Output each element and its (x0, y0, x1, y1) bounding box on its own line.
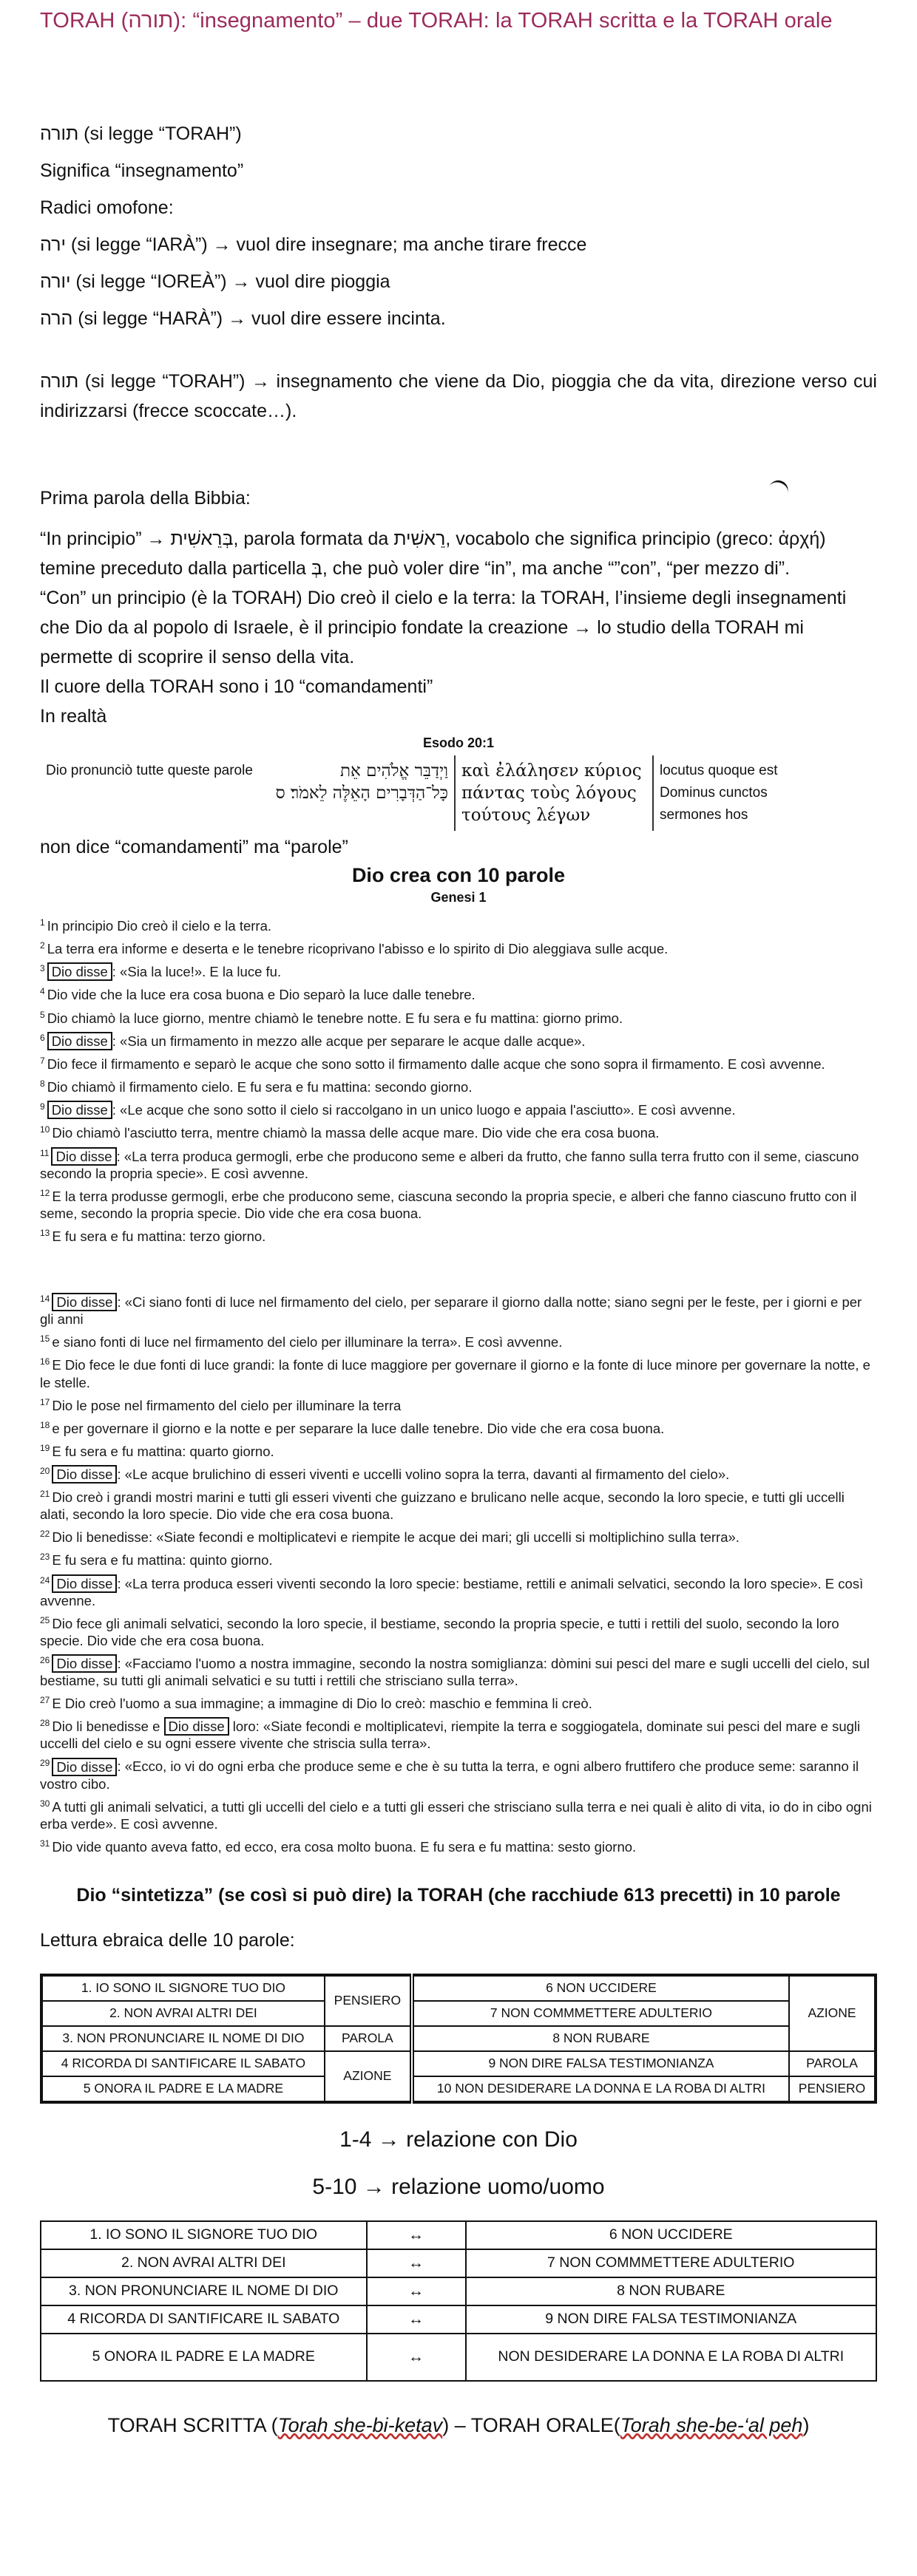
verse-number: 28 (40, 1718, 50, 1729)
verse (40, 1652, 877, 1689)
verse (40, 1225, 877, 1245)
table-cell: NON DESIDERARE LA DONNA E LA ROBA DI ALTRI (466, 2334, 877, 2381)
first-word-text-2: “Con” un principio (è la TORAH) Dio creò il cielo e la terra: la TORAH, l’insieme degli insegnamenti che Dio da al popolo di Israele, è il principio fondate la creazione → lo studio della TORAH mi permette di scoprire il senso della vita. (40, 588, 847, 667)
intro-line: תורה (si legge “TORAH”) (40, 123, 242, 144)
first-word-text-4: In realtà (40, 706, 107, 727)
table-row (41, 2001, 876, 2026)
dio-disse-highlight: Dio disse (47, 1032, 112, 1050)
dio-disse-highlight: Dio disse (47, 1101, 112, 1119)
verse-text: e siano fonti di luce nel firmamento del cielo per illuminare la terra». E così avvenne. (52, 1334, 563, 1350)
double-arrow-icon: ↔ (367, 2277, 466, 2305)
sintesi-heading: Dio “sintetizza” (se così si può dire) la TORAH (che racchiude 613 precetti) in 10 parole (76, 1884, 841, 1906)
verse-text: Dio fece gli animali selvatici, secondo la loro specie, il bestiame, secondo la propria specie, e tutti i rettili del suolo, secondo la loro specie. Dio vide che era cosa buona. (40, 1615, 839, 1648)
verse-text: : «Le acque che sono sotto il cielo si raccolgano in un unico luogo e appaia l'asciutto». E così avvenne. (112, 1102, 736, 1118)
table-cell: 5 ONORA IL PADRE E LA MADRE (41, 2334, 367, 2381)
verse-number: 21 (40, 1489, 50, 1500)
verse (40, 960, 877, 980)
torah-definition-paragraph: תורה (si legge “TORAH”) → insegnamento che viene da Dio, pioggia che da vita, direzione verso cui indirizzarsi (frecce scoccate…). (40, 371, 877, 421)
verse (40, 1755, 877, 1792)
table-row (41, 1975, 876, 2001)
intro-line: יורה (si legge “IOREÀ”) → vuol dire pioggia (40, 271, 390, 292)
verse (40, 1291, 877, 1328)
verse (40, 1440, 877, 1460)
esodo-greek: καὶ ἐλάλησεν κύριος πάντας τοὺς λόγους τούτους λέγων (454, 755, 654, 831)
table-cell: 3. NON PRONUNCIARE IL NOME DI DIO (41, 2277, 367, 2305)
table-row (41, 2334, 876, 2381)
table-cell: 8 NON RUBARE (412, 2026, 789, 2051)
arc-mark-icon (767, 478, 791, 500)
lettura-label: Lettura ebraica delle 10 parole: (40, 1929, 295, 1951)
verse-text: E la terra produsse germogli, erbe che producono seme, ciascuna secondo la propria specie, e alberi che fanno ciascuno frutto con il seme, secondo la propria specie. Dio vide che era cosa buona. (40, 1188, 857, 1221)
verse-text: : «Le acque brulichino di esseri viventi e uccelli volino sopra la terra, davanti al firmamento del cielo». (117, 1467, 730, 1483)
verse (40, 1145, 877, 1182)
table-cell: 6 NON UCCIDERE (466, 2221, 877, 2249)
verse-number: 3 (40, 963, 45, 974)
verse-text: : «Sia la luce!». E la luce fu. (112, 964, 282, 980)
esodo-heading: Esodo 20:1 (422, 735, 495, 750)
first-word-label-row (40, 488, 877, 509)
verse-number: 5 (40, 1009, 45, 1020)
double-arrow-icon: ↔ (367, 2221, 466, 2249)
table-cell: 2. NON AVRAI ALTRI DEI (41, 2249, 367, 2277)
verse-text: Dio le pose nel firmamento del cielo per illuminare la terra (52, 1397, 402, 1413)
verse-text: In principio Dio creò il cielo e la terra. (47, 918, 272, 934)
verse-number: 13 (40, 1227, 50, 1238)
verse-text: Dio vide che la luce era cosa buona e Dio separò la luce dalle tenebre. (47, 987, 476, 1003)
category-cell: PENSIERO (325, 1975, 412, 2026)
verse-text: Dio vide quanto aveva fatto, ed ecco, era cosa molto buona. E fu sera e fu mattina: sesto giorno. (52, 1838, 637, 1855)
genesis-verses-part-2 (40, 1291, 877, 1855)
verse-number: 19 (40, 1442, 50, 1453)
verse-number: 31 (40, 1838, 50, 1849)
verse (40, 914, 877, 934)
verse-number: 14 (40, 1294, 50, 1305)
verse-number: 8 (40, 1078, 45, 1090)
table-cell: 5 ONORA IL PADRE E LA MADRE (41, 2076, 325, 2102)
footer-mid: ) – TORAH ORALE( (442, 2413, 620, 2436)
verse (40, 1185, 877, 1222)
verse (40, 1795, 877, 1832)
intro-line: Radici omofone: (40, 197, 174, 218)
verse (40, 1526, 877, 1546)
verse-text: : «Ecco, io vi do ogni erba che produce seme e che è su tutta la terra, e ogni albero fruttifero che produce seme: saranno il vostro cibo. (40, 1758, 859, 1792)
verse-number: 7 (40, 1055, 45, 1066)
footer-oral-torah: Torah she-be-‘al peh (620, 2413, 803, 2436)
verse-text: Dio li benedisse e (52, 1719, 164, 1735)
double-arrow-icon: ↔ (367, 2334, 466, 2381)
intro-line: Significa “insegnamento” (40, 160, 244, 181)
intro-block (40, 115, 877, 337)
genesis-verses-part-1 (40, 914, 877, 1245)
verse-number: 27 (40, 1695, 50, 1706)
dio-disse-highlight: Dio disse (52, 1574, 117, 1593)
table-cell: 7 NON COMMMETTERE ADULTERIO (466, 2249, 877, 2277)
relation-human: 5-10 → relazione uomo/uomo (312, 2174, 605, 2199)
esodo-parallel-texts (40, 755, 877, 831)
verse-text: E fu sera e fu mattina: quinto giorno. (52, 1552, 273, 1569)
verse-number: 10 (40, 1124, 50, 1135)
table-row (41, 2277, 876, 2305)
category-cell: PAROLA (325, 2026, 412, 2051)
first-word-text: “In principio” → בְּרֵאשִׁית, parola formata da רֵאשִׁית, vocabolo che significa principio (greco: ἀρχή) temine preceduto dalla particella בְּ, che può voler dire “in”, ma anche “”con”, “per mezzo di”. (40, 529, 826, 579)
category-cell: PAROLA (789, 2051, 876, 2076)
verse-text: E fu sera e fu mattina: quarto giorno. (52, 1443, 274, 1459)
category-cell: PENSIERO (789, 2076, 876, 2102)
verse-text: Dio li benedisse: «Siate fecondi e moltiplicatevi e riempite le acque dei mari; gli uccelli si moltiplichino sulla terra». (52, 1529, 740, 1546)
relation-god: 1-4 → relazione con Dio (339, 2127, 578, 2152)
dio-disse-highlight: Dio disse (47, 962, 112, 981)
verse (40, 937, 877, 957)
dio-disse-highlight: Dio disse (52, 1654, 117, 1673)
verse-number: 20 (40, 1465, 50, 1476)
verse-number: 16 (40, 1356, 50, 1367)
double-arrow-icon: ↔ (367, 2305, 466, 2334)
verse (40, 1417, 877, 1437)
intro-line: ירה (si legge “IARÀ”) → vuol dire insegnare; ma anche tirare frecce (40, 234, 587, 255)
dio-disse-highlight: Dio disse (52, 1465, 117, 1484)
intro-line: הרה (si legge “HARÀ”) → vuol dire essere incinta. (40, 308, 446, 329)
page-title: TORAH (תורה): “insegnamento” – due TORAH: la TORAH scritta e la TORAH orale (40, 9, 833, 33)
verse (40, 1486, 877, 1523)
verse (40, 1353, 877, 1390)
verse (40, 1331, 877, 1350)
table-cell: 2. NON AVRAI ALTRI DEI (41, 2001, 325, 2026)
verse (40, 1692, 877, 1712)
dio-disse-highlight: Dio disse (52, 1758, 117, 1776)
esodo-latin: locutus quoque est Dominus cunctos sermones hos (660, 763, 778, 823)
verse-number: 12 (40, 1187, 50, 1198)
verse-number: 22 (40, 1529, 50, 1540)
table-row (41, 2249, 876, 2277)
verse-text: La terra era informe e deserta e le tenebre ricoprivano l'abisso e lo spirito di Dio aleggiava sulle acque. (47, 941, 669, 957)
table-cell: 3. NON PRONUNCIARE IL NOME DI DIO (41, 2026, 325, 2051)
verse (40, 1053, 877, 1073)
table-cell: 9 NON DIRE FALSA TESTIMONIANZA (466, 2305, 877, 2334)
verse (40, 1394, 877, 1414)
verse (40, 1612, 877, 1649)
dio-disse-highlight: Dio disse (164, 1717, 229, 1736)
dio-disse-highlight: Dio disse (52, 1293, 117, 1311)
table-cell: 1. IO SONO IL SIGNORE TUO DIO (41, 2221, 367, 2249)
verse-text: E fu sera e fu mattina: terzo giorno. (52, 1228, 266, 1245)
table-cell: 7 NON COMMMETTERE ADULTERIO (412, 2001, 789, 2026)
table-cell: 1. IO SONO IL SIGNORE TUO DIO (41, 1975, 325, 2001)
verse-text: loro: «Siate fecondi e moltiplicatevi, riempite la terra e soggiogatela, dominate sui pesci del mare e sugli uccelli del cielo e su ogni essere vivente che striscia sulla terra». (40, 1719, 861, 1752)
table-cell: 4 RICORDA DI SANTIFICARE IL SABATO (41, 2051, 325, 2076)
esodo-italian: Dio pronunciò tutte queste parole (46, 763, 253, 778)
pairing-table (40, 2220, 877, 2382)
verse-number: 23 (40, 1552, 50, 1563)
footer-title (40, 2414, 877, 2437)
verse-text: : «La terra produca germogli, erbe che producono seme e alberi da frutto, che fanno sulla terra frutto con il seme, ciascuno secondo la propria specie». E così avvenne. (40, 1148, 859, 1181)
footer-post: ) (802, 2413, 810, 2436)
verse-number: 30 (40, 1798, 50, 1809)
verse-text: E Dio fece le due fonti di luce grandi: la fonte di luce maggiore per governare il giorno e la fonte di luce minore per governare la notte, e le stelle. (40, 1357, 870, 1390)
section-subtitle: Genesi 1 (430, 890, 487, 905)
table-cell: 6 NON UCCIDERE (412, 1975, 789, 2001)
first-word-label: Prima parola della Bibbia: (40, 488, 251, 509)
verse-text: : «Facciamo l'uomo a nostra immagine, secondo la nostra somiglianza: dòmini sui pesci del mare e sugli uccelli del cielo, sul bestiame, su tutti gli animali selvatici e su tutti i rettili che strisciano sulla terra». (40, 1656, 870, 1689)
table-cell: 4 RICORDA DI SANTIFICARE IL SABATO (41, 2305, 367, 2334)
verse (40, 1549, 877, 1569)
ten-words-table (40, 1974, 877, 2104)
verse-number: 9 (40, 1101, 45, 1112)
verse-text: : «La terra produca esseri viventi secondo la loro specie: bestiame, rettili e animali selvatici, secondo la loro specie». E così avvenne. (40, 1575, 864, 1608)
table-row (41, 2026, 876, 2051)
verse (40, 1007, 877, 1027)
verse-text: Dio creò i grandi mostri marini e tutti gli esseri viventi che guizzano e brulicano nelle acque, secondo la loro specie, e tutti gli uccelli alati, secondo la loro specie. Dio vide che era cosa buona. (40, 1489, 845, 1523)
verse-number: 4 (40, 986, 45, 997)
verse-number: 18 (40, 1419, 50, 1430)
verse-text: Dio chiamò la luce giorno, mentre chiamò le tenebre notte. E fu sera e fu mattina: giorno primo. (47, 1010, 623, 1026)
verse-number: 29 (40, 1758, 50, 1769)
verse-number: 2 (40, 940, 45, 951)
verse-number: 17 (40, 1396, 50, 1407)
verse-number: 25 (40, 1614, 50, 1625)
table-row (41, 2051, 876, 2076)
verse-text: E Dio creò l'uomo a sua immagine; a immagine di Dio lo creò: maschio e femmina li creò. (52, 1696, 592, 1712)
verse (40, 983, 877, 1003)
verse (40, 1121, 877, 1141)
verse (40, 1835, 877, 1855)
table-row (41, 2221, 876, 2249)
verse-number: 1 (40, 917, 45, 928)
verse-text: : «Ci siano fonti di luce nel firmamento del cielo, per separare il giorno dalla notte; siano segni per le feste, per i giorni e per gli anni (40, 1294, 862, 1328)
verse (40, 1463, 877, 1483)
table-cell: 9 NON DIRE FALSA TESTIMONIANZA (412, 2051, 789, 2076)
verse (40, 1572, 877, 1609)
first-word-text-3: Il cuore della TORAH sono i 10 “comandamenti” (40, 676, 433, 697)
non-dice-note: non dice “comandamenti” ma “parole” (40, 837, 348, 857)
table-row (41, 2305, 876, 2334)
dio-disse-highlight: Dio disse (51, 1147, 116, 1166)
verse-text: Dio chiamò l'asciutto terra, mentre chiamò la massa delle acque mare. Dio vide che era cosa buona. (52, 1125, 660, 1141)
verse-number: 15 (40, 1333, 50, 1345)
footer-written-torah: Torah she-bi-ketav (277, 2413, 443, 2436)
esodo-hebrew: וַיְדַבֵּר אֱלֹהִים אֵת כָּל־הַדְּבָרִים הָאֵלֶּה לֵאמֹר׃ ס (275, 761, 448, 803)
verse-text: Dio chiamò il firmamento cielo. E fu sera e fu mattina: secondo giorno. (47, 1079, 473, 1095)
verse (40, 1030, 877, 1050)
table-cell: 10 NON DESIDERARE LA DONNA E LA ROBA DI ALTRI (412, 2076, 789, 2102)
section-title: Dio crea con 10 parole (351, 864, 566, 886)
category-cell: AZIONE (789, 1975, 876, 2051)
verse (40, 1098, 877, 1118)
verse-number: 26 (40, 1654, 50, 1665)
verse-text: : «Sia un firmamento in mezzo alle acque per separare le acque dalle acque». (112, 1033, 586, 1049)
table-cell: 8 NON RUBARE (466, 2277, 877, 2305)
category-cell: AZIONE (325, 2051, 412, 2102)
verse (40, 1075, 877, 1095)
verse-number: 24 (40, 1574, 50, 1586)
footer-pre: TORAH SCRITTA ( (107, 2413, 278, 2436)
double-arrow-icon: ↔ (367, 2249, 466, 2277)
verse-text: e per governare il giorno e la notte e per separare la luce dalle tenebre. Dio vide che era cosa buona. (52, 1420, 665, 1436)
verse-text: Dio fece il firmamento e separò le acque che sono sotto il firmamento dalle acque che sono sopra il firmamento. E così avvenne. (47, 1056, 825, 1073)
verse-number: 6 (40, 1032, 45, 1043)
spacer (40, 1248, 877, 1282)
verse-number: 11 (40, 1147, 50, 1158)
verse (40, 1715, 877, 1752)
table-row (41, 2076, 876, 2102)
verse-text: A tutti gli animali selvatici, a tutti gli uccelli del cielo e a tutti gli esseri che strisciano sulla terra e nei quali è alito di vita, io do in cibo ogni erba verde». E così avvenne. (40, 1798, 872, 1832)
